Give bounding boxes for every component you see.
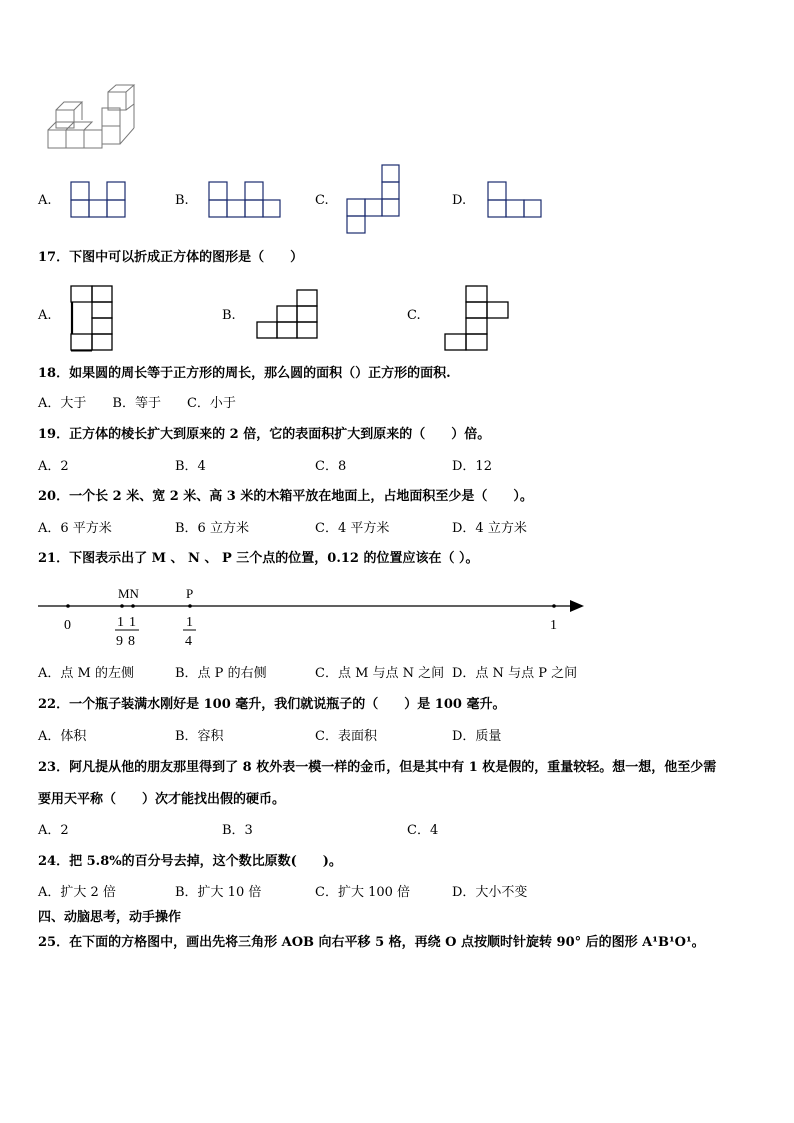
q22-option-d[interactable]: D．质量 [452,729,502,744]
label-mn: MN [118,586,139,601]
q17-option-a-label[interactable]: A. [38,308,52,323]
q16-option-d-label[interactable]: D. [452,193,467,208]
point-0 [66,604,70,608]
q17-option-c-net [443,285,513,353]
q25-question: 25．在下面的方格图中，画出先将三角形 AOB 向右平移 5 格，再绕 O 点按顺时针旋转 90° 后的图形 A¹B¹O¹。 [38,935,705,950]
q18-options[interactable]: A．大于 B．等于 C．小于 [38,396,236,411]
q23-option-b[interactable]: B．3 [222,823,253,838]
q21-question: 21．下图表示出了 M 、 N 、 P 三个点的位置，0.12 的位置应该在（ ）。 [38,551,479,566]
q23-question-line1: 23．阿凡提从他的朋友那里得到了 8 枚外表一模一样的金币，但是其中有 1 枚是假的，重量较轻。想一想，他至少需 [38,760,717,775]
point-p [188,604,192,608]
section-4-title: 四、动脑思考，动手操作 [38,910,182,925]
frac-1-4-num: 1 [186,615,193,630]
q22-question: 22．一个瓶子装满水刚好是 100 毫升，我们就说瓶子的（ ）是 100 毫升。 [38,697,506,712]
q16-option-d-figure [487,181,543,219]
q17-option-b-net [254,289,322,341]
q22-option-c[interactable]: C．表面积 [315,729,377,744]
cube-stack-figure [44,88,144,154]
q23-option-a[interactable]: A．2 [38,823,69,838]
q17-question: 17．下图中可以折成正方体的图形是（ ） [38,250,304,265]
q19-question: 19．正方体的棱长扩大到原来的 2 倍，它的表面积扩大到原来的（ ）倍。 [38,427,491,442]
frac-1-9-num: 1 [117,615,124,630]
frac-1-4-den: 4 [185,634,192,649]
q22-option-b[interactable]: B．容积 [175,729,224,744]
q24-question: 24．把 5.8%的百分号去掉，这个数比原数( )。 [38,854,342,869]
number-line [36,582,592,654]
q16-option-a-label[interactable]: A. [38,193,52,208]
q20-option-d[interactable]: D．4 立方米 [452,521,527,536]
q24-option-c[interactable]: C．扩大 100 倍 [315,885,411,900]
q20-option-b[interactable]: B．6 立方米 [175,521,249,536]
label-p: P [186,586,194,601]
frac-1-8-den: 8 [128,634,135,649]
q16-option-c-figure [346,164,402,236]
q19-option-d[interactable]: D．12 [452,459,492,474]
point-n [131,604,135,608]
tick-0: 0 [64,618,71,633]
frac-1-8-num: 1 [129,615,136,630]
tick-1: 1 [550,618,557,633]
q24-option-b[interactable]: B．扩大 10 倍 [175,885,262,900]
q19-option-a[interactable]: A．2 [38,459,69,474]
q21-option-b[interactable]: B．点 P 的右侧 [175,666,267,681]
q20-question: 20．一个长 2 米、宽 2 米、高 3 米的木箱平放在地面上，占地面积至少是（ ）。 [38,489,533,504]
q24-option-d[interactable]: D．大小不变 [452,885,528,900]
q22-option-a[interactable]: A．体积 [38,729,87,744]
q21-option-a[interactable]: A．点 M 的左侧 [38,666,134,681]
q19-option-b[interactable]: B．4 [175,459,206,474]
q17-option-b-label[interactable]: B. [222,308,236,323]
q17-option-c-label[interactable]: C. [407,308,421,323]
q16-option-c-label[interactable]: C. [315,193,329,208]
frac-1-9-den: 9 [116,634,123,649]
q21-option-d[interactable]: D．点 N 与点 P 之间 [452,666,578,681]
q16-option-b-label[interactable]: B. [175,193,189,208]
point-1 [552,604,556,608]
q19-option-c[interactable]: C．8 [315,459,347,474]
q23-option-c[interactable]: C．4 [407,823,439,838]
q21-option-c[interactable]: C．点 M 与点 N 之间 [315,666,445,681]
q17-option-a-net [70,285,116,353]
q16-option-a-figure [70,181,126,219]
point-m [120,604,124,608]
q24-option-a[interactable]: A．扩大 2 倍 [38,885,116,900]
q20-option-c[interactable]: C．4 平方米 [315,521,390,536]
q16-option-b-figure [208,181,282,219]
q23-question-line2: 要用天平称（ ）次才能找出假的硬币。 [38,792,286,807]
q20-option-a[interactable]: A．6 平方米 [38,521,112,536]
q18-question: 18．如果圆的周长等于正方形的周长，那么圆的面积（）正方形的面积. [38,366,451,381]
